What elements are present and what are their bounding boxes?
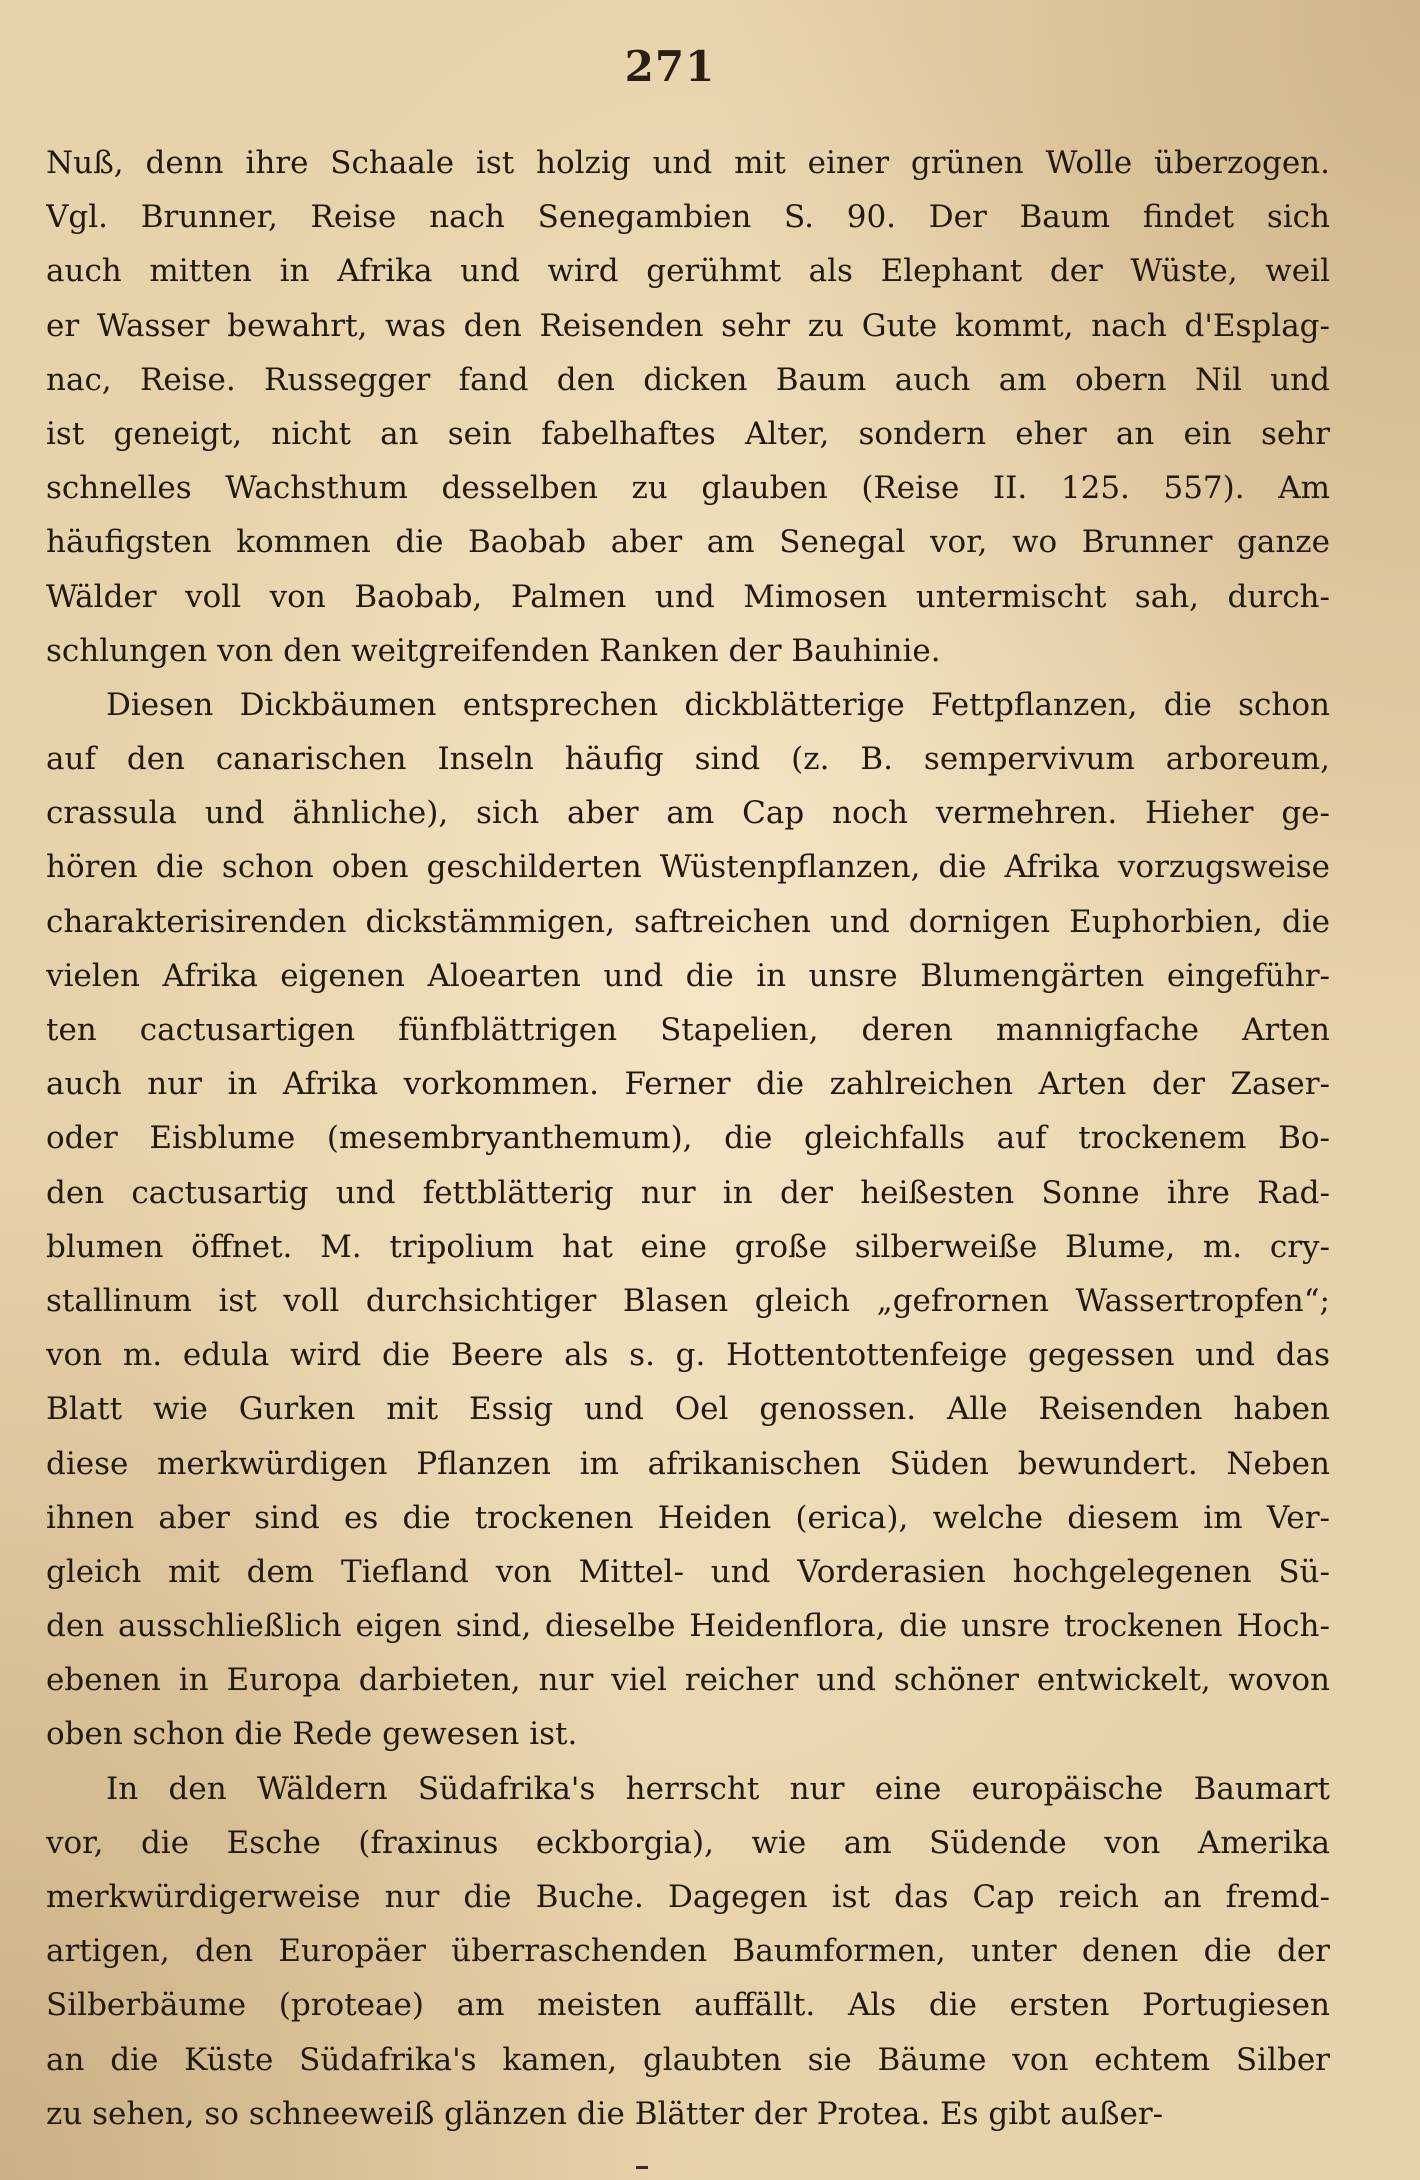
text-line: schlungen von den weitgreifenden Ranken der Bauhinie. xyxy=(46,632,941,669)
text-line: charakterisirenden dickstämmigen, saftreichen und dornigen Euphorbien, die xyxy=(46,903,1330,940)
text-line: schnelles Wachsthum desselben zu glauben (Reise II. 125. 557). Am xyxy=(46,470,1330,507)
text-line: ebenen in Europa darbieten, nur viel reicher und schöner entwickelt, wovon xyxy=(46,1662,1330,1699)
text-line: hören die schon oben geschilderten Wüstenpflanzen, die Afrika vorzugsweise xyxy=(46,849,1330,886)
page-number: 271 xyxy=(624,42,716,91)
text-line: auf den canarischen Inseln häufig sind (z. B. sempervivum arboreum, xyxy=(46,741,1330,778)
text-line: Wälder voll von Baobab, Palmen und Mimosen untermischt sah, durch- xyxy=(46,578,1330,615)
text-line: crassula und ähnliche), sich aber am Cap noch vermehren. Hieher ge- xyxy=(46,795,1330,832)
text-line: oder Eisblume (mesembryanthemum), die gleichfalls auf trockenem Bo- xyxy=(46,1120,1330,1157)
text-line: diese merkwürdigen Pflanzen im afrikanischen Süden bewundert. Neben xyxy=(46,1445,1330,1482)
text-line: vielen Afrika eigenen Aloearten und die in unsre Blumengärten eingeführ- xyxy=(46,957,1330,994)
text-line: nac, Reise. Russegger fand den dicken Baum auch am obern Nil und xyxy=(46,361,1330,398)
paragraph xyxy=(46,1762,1330,2141)
text-line: ihnen aber sind es die trockenen Heiden (erica), welche diesem im Ver- xyxy=(46,1499,1330,1536)
text-line: von m. edula wird die Beere als s. g. Hottentottenfeige gegessen und das xyxy=(46,1337,1330,1374)
text-line: In den Wäldern Südafrika's herrscht nur eine europäische Baumart xyxy=(106,1770,1330,1807)
text-line: gleich mit dem Tiefland von Mittel- und Vorderasien hochgelegenen Sü- xyxy=(46,1553,1330,1590)
text-line: häufigsten kommen die Baobab aber am Senegal vor, wo Brunner ganze xyxy=(46,524,1330,561)
text-line: den ausschließlich eigen sind, dieselbe Heidenflora, die unsre trockenen Hoch- xyxy=(46,1608,1330,1645)
text-line: Silberbäume (proteae) am meisten auffällt. Als die ersten Portugiesen xyxy=(46,1987,1330,2024)
text-line: ist geneigt, nicht an sein fabelhaftes Alter, sondern eher an ein sehr xyxy=(46,415,1330,452)
text-line: Nuß, denn ihre Schaale ist holzig und mit einer grünen Wolle überzogen. xyxy=(46,145,1330,181)
text-line: Vgl. Brunner, Reise nach Senegambien S. 90. Der Baum findet sich xyxy=(46,199,1330,236)
text-line: ten cactusartigen fünfblättrigen Stapelien, deren mannigfache Arten xyxy=(46,1012,1330,1048)
text-line: Diesen Dickbäumen entsprechen dickblätterige Fettpflanzen, die schon xyxy=(106,686,1330,723)
text-line: auch nur in Afrika vorkommen. Ferner die zahlreichen Arten der Zaser- xyxy=(46,1066,1330,1103)
text-line: zu sehen, so schneeweiß glänzen die Blätter der Protea. Es gibt außer- xyxy=(46,2095,1164,2132)
text-line: oben schon die Rede gewesen ist. xyxy=(46,1716,578,1753)
paragraph xyxy=(46,678,1330,1762)
text-line: er Wasser bewahrt, was den Reisenden sehr zu Gute kommt, nach d'Esplag- xyxy=(46,307,1330,344)
text-line: auch mitten in Afrika und wird gerühmt als Elephant der Wüste, weil xyxy=(46,253,1330,290)
text-line: vor, die Esche (fraxinus eckborgia), wie am Südende von Amerika xyxy=(46,1824,1330,1861)
body-text xyxy=(46,136,1330,2141)
text-line: blumen öffnet. M. tripolium hat eine große silberweiße Blume, m. cry- xyxy=(46,1228,1330,1265)
text-line: an die Küste Südafrika's kamen, glaubten sie Bäume von echtem Silber xyxy=(46,2041,1330,2078)
text-line: merkwürdigerweise nur die Buche. Dagegen ist das Cap reich an fremd- xyxy=(46,1879,1330,1915)
print-mark xyxy=(636,2166,648,2169)
text-line: den cactusartig und fettblätterig nur in der heißesten Sonne ihre Rad- xyxy=(46,1174,1330,1211)
text-line: Blatt wie Gurken mit Essig und Oel genossen. Alle Reisenden haben xyxy=(46,1391,1330,1428)
text-line: stallinum ist voll durchsichtiger Blasen gleich „gefrornen Wassertropfen“; xyxy=(46,1282,1330,1319)
text-line: artigen, den Europäer überraschenden Baumformen, unter denen die der xyxy=(46,1933,1330,1970)
paragraph xyxy=(46,136,1330,678)
